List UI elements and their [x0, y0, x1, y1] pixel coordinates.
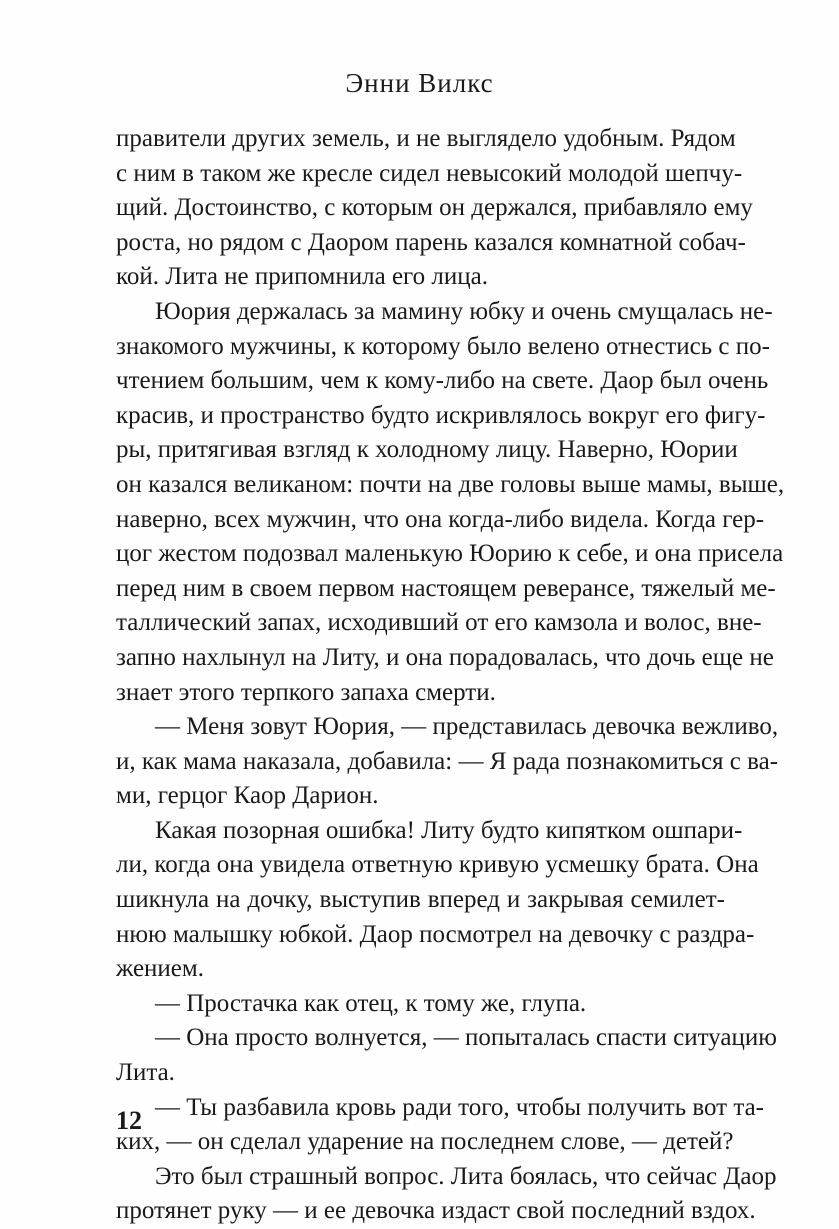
text-line: с ним в таком же кресле сидел невысокий молодой шепчу- [116, 159, 743, 187]
text-line: нюю малышку юбкой. Даор посмотрел на девочку с раздра- [116, 920, 755, 948]
text-line: — Она просто волнуется, — попыталась спасти ситуацию [155, 1024, 777, 1052]
text-line: ры, притягивая взгляд к холодному лицу. Наверно, Юории [116, 436, 738, 464]
text-line: — Меня зовут Юория, — представилась девочка вежливо, [155, 713, 779, 741]
text-line: чтением большим, чем к кому-либо на свете. Даор был очень [116, 367, 769, 395]
text-line: запно нахлынул на Литу, и она порадовалась, что дочь еще не [116, 643, 774, 671]
text-line: ми, герцог Каор Дарион. [116, 782, 379, 810]
text-line: наверно, всех мужчин, что она когда-либо видела. Когда гер- [116, 505, 765, 533]
text-line: шикнула на дочку, выступив вперед и закрывая семилет- [116, 886, 725, 914]
text-line: — Простачка как отец, к тому же, глупа. [155, 989, 587, 1017]
text-line: Лита. [116, 1059, 175, 1087]
running-head-author: Энни Вилкс [345, 68, 494, 98]
text-line: — Ты разбавила кровь ради того, чтобы получить вот та- [155, 1093, 765, 1121]
text-line: ких, — он сделал ударение на последнем слове, — детей? [116, 1128, 734, 1156]
text-line: протянет руку — и ее девочка издаст свой последний вздох. [116, 1197, 756, 1225]
text-line: цог жестом подозвал маленькую Юорию к себе, и она присела [116, 540, 784, 568]
text-line: Какая позорная ошибка! Литу будто кипятком ошпари- [155, 816, 743, 844]
body-text [116, 122, 785, 1229]
text-line: и, как мама наказала, добавила: — Я рада познакомиться с ва- [116, 747, 779, 775]
text-line: ли, когда она увидела ответную кривую усмешку брата. Она [116, 851, 759, 879]
text-line: он казался великаном: почти на две головы выше мамы, выше, [116, 470, 785, 498]
text-line: перед ним в своем первом настоящем реверансе, тяжелый ме- [116, 574, 776, 602]
text-line: жением. [116, 955, 204, 983]
text-line: правители других земель, и не выглядело удобным. Рядом [116, 125, 736, 152]
page-number: 12 [116, 1106, 142, 1135]
text-line: Юория держалась за мамину юбку и очень смущалась не- [155, 297, 773, 325]
text-line: знакомого мужчины, к которому было велено отнестись с по- [116, 332, 770, 360]
text-line: знает этого терпкого запаха смерти. [116, 678, 496, 706]
text-line: Это был страшный вопрос. Лита боялась, что сейчас Даор [155, 1162, 777, 1190]
text-line: таллический запах, исходивший от его камзола и волос, вне- [116, 609, 762, 637]
text-line: кой. Лита не припомнила его лица. [116, 263, 489, 291]
text-line: красив, и пространство будто искривлялось вокруг его фигу- [116, 401, 766, 429]
text-line: роста, но рядом с Даором парень казался комнатной собач- [116, 228, 746, 256]
text-line: щий. Достоинство, с которым он держался, прибавляло ему [116, 194, 753, 222]
